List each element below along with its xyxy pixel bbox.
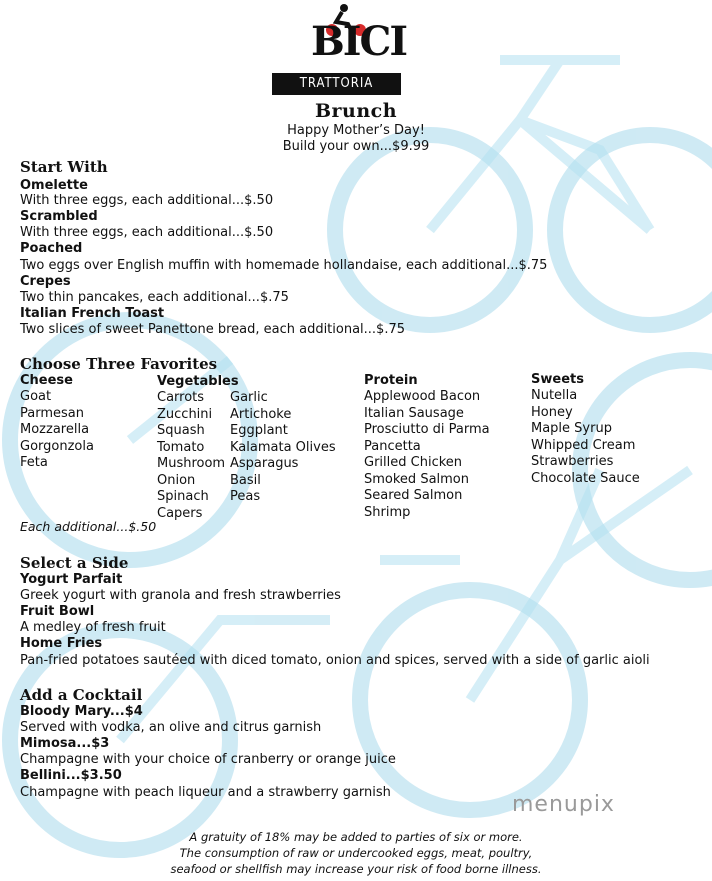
menu-item-name: Poached (20, 241, 83, 256)
list-item: Onion (157, 472, 196, 488)
menu-item-name: Home Fries (20, 636, 103, 651)
menu-item-name: Mimosa...$3 (20, 736, 110, 751)
list-item: Whipped Cream (531, 437, 636, 453)
subtitle-line-2: Build your own...$9.99 (282, 139, 430, 154)
menu-item-desc: Two eggs over English muffin with homemade hollandaise, each additional...$.75 (20, 258, 548, 273)
menu-item-name: Omelette (20, 178, 88, 193)
list-item: Carrots (157, 390, 205, 405)
menu-item-name: Scrambled (20, 209, 98, 224)
list-item: Basil (230, 472, 261, 488)
sweets-list (531, 388, 640, 487)
menu-item-desc: Pan-fried potatoes sautéed with diced tomato, onion and spices, served with a side of garlic aioli (20, 653, 650, 668)
menu-item-desc: Two slices of sweet Panettone bread, each additional...$.75 (20, 322, 406, 337)
menu-item-desc: Champagne with your choice of cranberry or orange juice (20, 752, 396, 767)
vegetables-list-2 (230, 390, 336, 506)
list-item: Maple Syrup (531, 421, 612, 436)
list-item: Mozzarella (20, 422, 90, 437)
column-heading-vegetables: Vegetables (157, 374, 239, 389)
list-item: Garlic (230, 390, 268, 405)
menupix-watermark: menupix (512, 792, 615, 817)
additional-price-note: Each additional...$.50 (20, 519, 157, 534)
list-item: Nutella (531, 388, 578, 403)
menu-item-desc: A medley of fresh fruit (20, 620, 166, 635)
list-item: Honey (531, 404, 573, 420)
list-item: Mushroom (157, 456, 226, 471)
list-item: Seared Salmon (364, 488, 463, 503)
list-item: Peas (230, 489, 261, 504)
list-item: Grilled Chicken (364, 455, 463, 470)
menu-item-desc: With three eggs, each additional...$.50 (20, 225, 274, 240)
list-item: Pancetta (364, 438, 421, 454)
list-item: Goat (20, 389, 52, 404)
list-item: Spinach (157, 489, 209, 504)
footer-line-2: The consumption of raw or undercooked eggs, meat, poultry, (179, 846, 533, 860)
menu-item-name: Bloody Mary...$4 (20, 704, 143, 719)
menu-item-name: Yogurt Parfait (20, 572, 123, 587)
section-title-favorites: Choose Three Favorites (20, 355, 218, 373)
cheese-list (20, 389, 94, 472)
footer-line-1: A gratuity of 18% may be added to parties of six or more. (189, 830, 523, 844)
list-item: Squash (157, 423, 205, 438)
list-item: Gorgonzola (20, 438, 94, 454)
list-item: Capers (157, 505, 203, 521)
column-heading-cheese: Cheese (20, 373, 73, 388)
logo-tagline: TRATTORIA (272, 73, 401, 95)
list-item: Kalamata Olives (230, 439, 336, 455)
list-item: Italian Sausage (364, 405, 464, 421)
menu-item-desc: With three eggs, each additional...$.50 (20, 193, 274, 208)
menu-item-name: Bellini...$3.50 (20, 768, 122, 783)
menu-item-name: Fruit Bowl (20, 604, 95, 619)
menu-item-name: Italian French Toast (20, 306, 165, 321)
page-title: Brunch (314, 100, 398, 122)
menu-item-desc: Two thin pancakes, each additional...$.75 (20, 290, 289, 305)
logo-wordmark: BICI (311, 18, 407, 65)
list-item: Parmesan (20, 405, 84, 421)
column-heading-sweets: Sweets (531, 372, 584, 387)
list-item: Strawberries (531, 454, 614, 469)
list-item: Feta (20, 455, 48, 470)
list-item: Smoked Salmon (364, 471, 470, 487)
list-item: Prosciutto di Parma (364, 422, 490, 437)
menu-item-desc: Served with vodka, an olive and citrus garnish (20, 720, 322, 735)
footer-line-3: seafood or shellfish may increase your risk of food borne illness. (170, 862, 542, 876)
list-item: Eggplant (230, 423, 288, 438)
vegetables-list-1 (157, 390, 225, 522)
menu-item-name: Crepes (20, 274, 71, 289)
list-item: Tomato (157, 439, 205, 455)
list-item: Zucchini (157, 406, 213, 422)
list-item: Chocolate Sauce (531, 470, 640, 486)
menu-item-desc: Greek yogurt with granola and fresh strawberries (20, 588, 341, 603)
list-item: Artichoke (230, 406, 292, 422)
list-item: Asparagus (230, 456, 299, 471)
section-title-side: Select a Side (20, 554, 129, 572)
column-heading-protein: Protein (364, 373, 418, 388)
list-item: Applewood Bacon (364, 389, 481, 404)
list-item: Shrimp (364, 504, 411, 520)
subtitle-line-1: Happy Mother’s Day! (287, 123, 425, 138)
protein-list (364, 389, 490, 521)
section-title-start-with: Start With (20, 158, 108, 176)
menu-item-desc: Champagne with peach liqueur and a strawberry garnish (20, 785, 391, 800)
section-title-cocktail: Add a Cocktail (20, 686, 143, 704)
